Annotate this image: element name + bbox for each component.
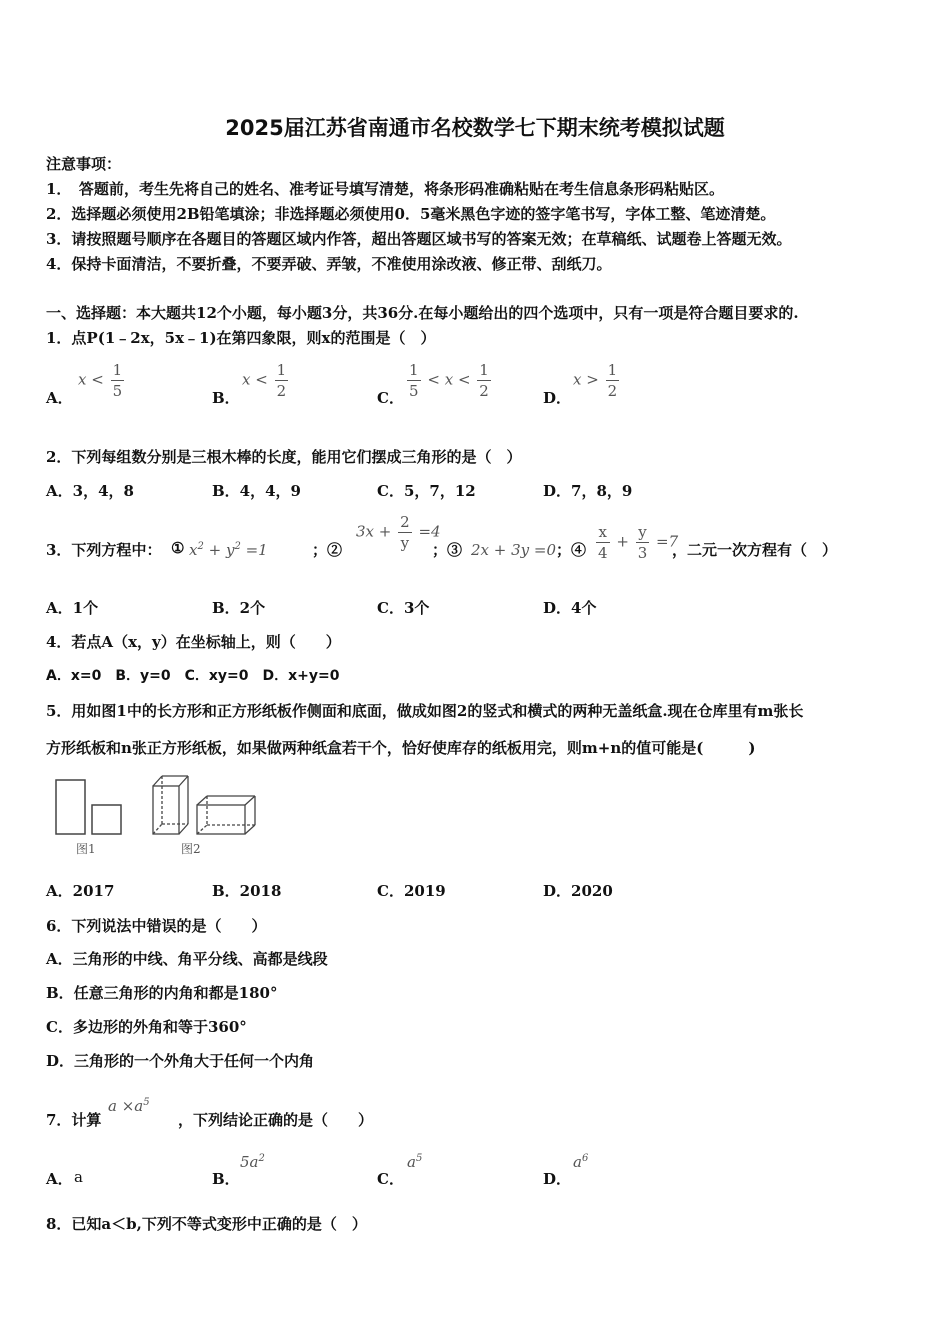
q2-option-b[interactable]: B．4，4，9 [212, 482, 301, 500]
question-1-stem: 1．点P(1﹣2x，5x﹣1)在第四象限，则x的范围是（ ） [46, 329, 436, 347]
fraction: $\frac{1}{5}$ [112, 361, 123, 400]
lt-sign: < [427, 370, 440, 389]
question-5-stem-line-2: 方形纸板和n张正方形纸板，如果做两种纸盒若干个，恰好使库存的纸板用完，则m+n的值可能是( ) [46, 739, 756, 757]
q2-option-d[interactable]: D．7，8，9 [543, 482, 633, 500]
fraction: $\frac{1}{2}$ [479, 361, 489, 400]
fraction: $\frac{1}{2}$ [607, 361, 618, 400]
option-label: D． [543, 389, 572, 407]
notice-item: 4．保持卡面清洁，不要折叠，不要弄破、弄皱，不准使用涂改液、修正带、刮纸刀。 [46, 255, 612, 273]
circle-2: ；② [312, 541, 343, 559]
question-2-stem: 2．下列每组数分别是三根木棒的长度，能用它们摆成三角形的是（ ） [46, 448, 522, 466]
math-expression [78, 360, 126, 401]
q5-option-b[interactable]: B．2018 [212, 882, 282, 900]
equation-3: 2x + 3y =0 [471, 541, 557, 559]
stem-suffix: ，下列结论正确的是（ ） [178, 1111, 374, 1129]
stem-suffix: ，二元一次方程有（ ） [672, 541, 838, 559]
math-expression [242, 360, 290, 401]
circle-3: ；③ [432, 541, 463, 559]
var-x: x [78, 370, 87, 389]
notice-item: 1． 答题前，考生先将自己的姓名、准考证号填写清楚，将条形码准确粘贴在考生信息条形码粘贴区。 [46, 180, 724, 198]
q6-option-a[interactable]: A．三角形的中线、角平分线、高都是线段 [46, 950, 328, 968]
equation-2: 3x + $\frac{2}{y}$ =4 [356, 513, 441, 552]
option-value: $a^6$ [573, 1153, 589, 1171]
q3-option-a[interactable]: A．1个 [46, 599, 99, 617]
question-8-stem: 8．已知a＜b,下列不等式变形中正确的是（ ） [46, 1215, 367, 1233]
var-x: x [444, 370, 454, 389]
q5-option-a[interactable]: A．2017 [46, 882, 115, 900]
figure-1-label: 图1 [76, 842, 96, 856]
q5-figure [50, 770, 265, 860]
option-label: B． [212, 1170, 240, 1188]
stem-prefix: 7．计算 [46, 1111, 102, 1129]
square-sheet [92, 805, 121, 834]
option-label: B． [212, 389, 240, 407]
q3-option-c[interactable]: C．3个 [377, 599, 430, 617]
q5-option-c[interactable]: C．2019 [377, 882, 446, 900]
question-5-stem-line-1: 5．用如图1中的长方形和正方形纸板作侧面和底面，做成如图2的竖式和横式的两种无盖纸盒.现在仓库里有m张长 [46, 702, 804, 720]
page-title: 2025届江苏省南通市名校数学七下期末统考模拟试题 [225, 116, 725, 140]
question-6-stem: 6．下列说法中错误的是（ ） [46, 917, 267, 935]
fraction: $\frac{1}{5}$ [409, 361, 419, 400]
q3-option-d[interactable]: D．4个 [543, 599, 597, 617]
circle-4: ；④ [556, 541, 587, 559]
q2-option-a[interactable]: A．3，4，8 [46, 482, 134, 500]
vertical-box [153, 776, 188, 834]
math-expression [405, 360, 493, 401]
question-4-stem: 4．若点A（x，y）在坐标轴上，则（ ） [46, 633, 341, 651]
fraction: $\frac{1}{2}$ [276, 361, 287, 400]
expression: $a \times a^5$ [108, 1097, 150, 1115]
math-expression [573, 360, 621, 401]
option-label: A． [46, 389, 73, 407]
notice-heading: 注意事项： [46, 155, 122, 173]
equation-1: $x^2 + y^2 =1$ [189, 541, 268, 559]
horizontal-box [197, 796, 255, 834]
option-label: C． [377, 389, 404, 407]
figure-2-label: 图2 [181, 842, 201, 856]
equation-4: $\frac{x}{4}$ + $\frac{y}{3}$ =7 [598, 523, 679, 562]
gt-sign: > [586, 370, 599, 389]
q6-option-b[interactable]: B．任意三角形的内角和都是180° [46, 984, 278, 1002]
q3-option-b[interactable]: B．2个 [212, 599, 266, 617]
lt-sign: < [255, 370, 268, 389]
var-x: x [242, 370, 251, 389]
option-label: D． [543, 1170, 572, 1188]
var-x: x [573, 370, 582, 389]
q5-option-d[interactable]: D．2020 [543, 882, 613, 900]
q2-option-c[interactable]: C．5，7，12 [377, 482, 476, 500]
circle-1: ① [171, 539, 185, 557]
notice-item: 2．选择题必须使用2B铅笔填涂；非选择题必须使用0．5毫米黑色字迹的签字笔书写，字体工整、笔迹清楚。 [46, 205, 776, 223]
section-heading: 一、选择题：本大题共12个小题，每小题3分，共36分.在每小题给出的四个选项中，只有一项是符合题目要求的. [46, 304, 799, 322]
stem-prefix: 3．下列方程中： [46, 541, 162, 559]
q4-options[interactable]: A．x=0 B．y=0 C．xy=0 D．x+y=0 [46, 668, 340, 684]
option-value: a [74, 1168, 83, 1186]
rectangle-sheet [56, 780, 85, 834]
q6-option-d[interactable]: D．三角形的一个外角大于任何一个内角 [46, 1052, 315, 1070]
option-label: A． [46, 1170, 73, 1188]
option-value: $5a^2$ [240, 1153, 265, 1171]
q6-option-c[interactable]: C．多边形的外角和等于360° [46, 1018, 247, 1036]
option-value: $a^5$ [407, 1153, 423, 1171]
notice-item: 3．请按照题号顺序在各题目的答题区域内作答，超出答题区域书写的答案无效；在草稿纸、试题卷上答题无效。 [46, 230, 792, 248]
lt-sign: < [91, 370, 104, 389]
lt-sign: < [457, 370, 471, 389]
option-label: C． [377, 1170, 404, 1188]
